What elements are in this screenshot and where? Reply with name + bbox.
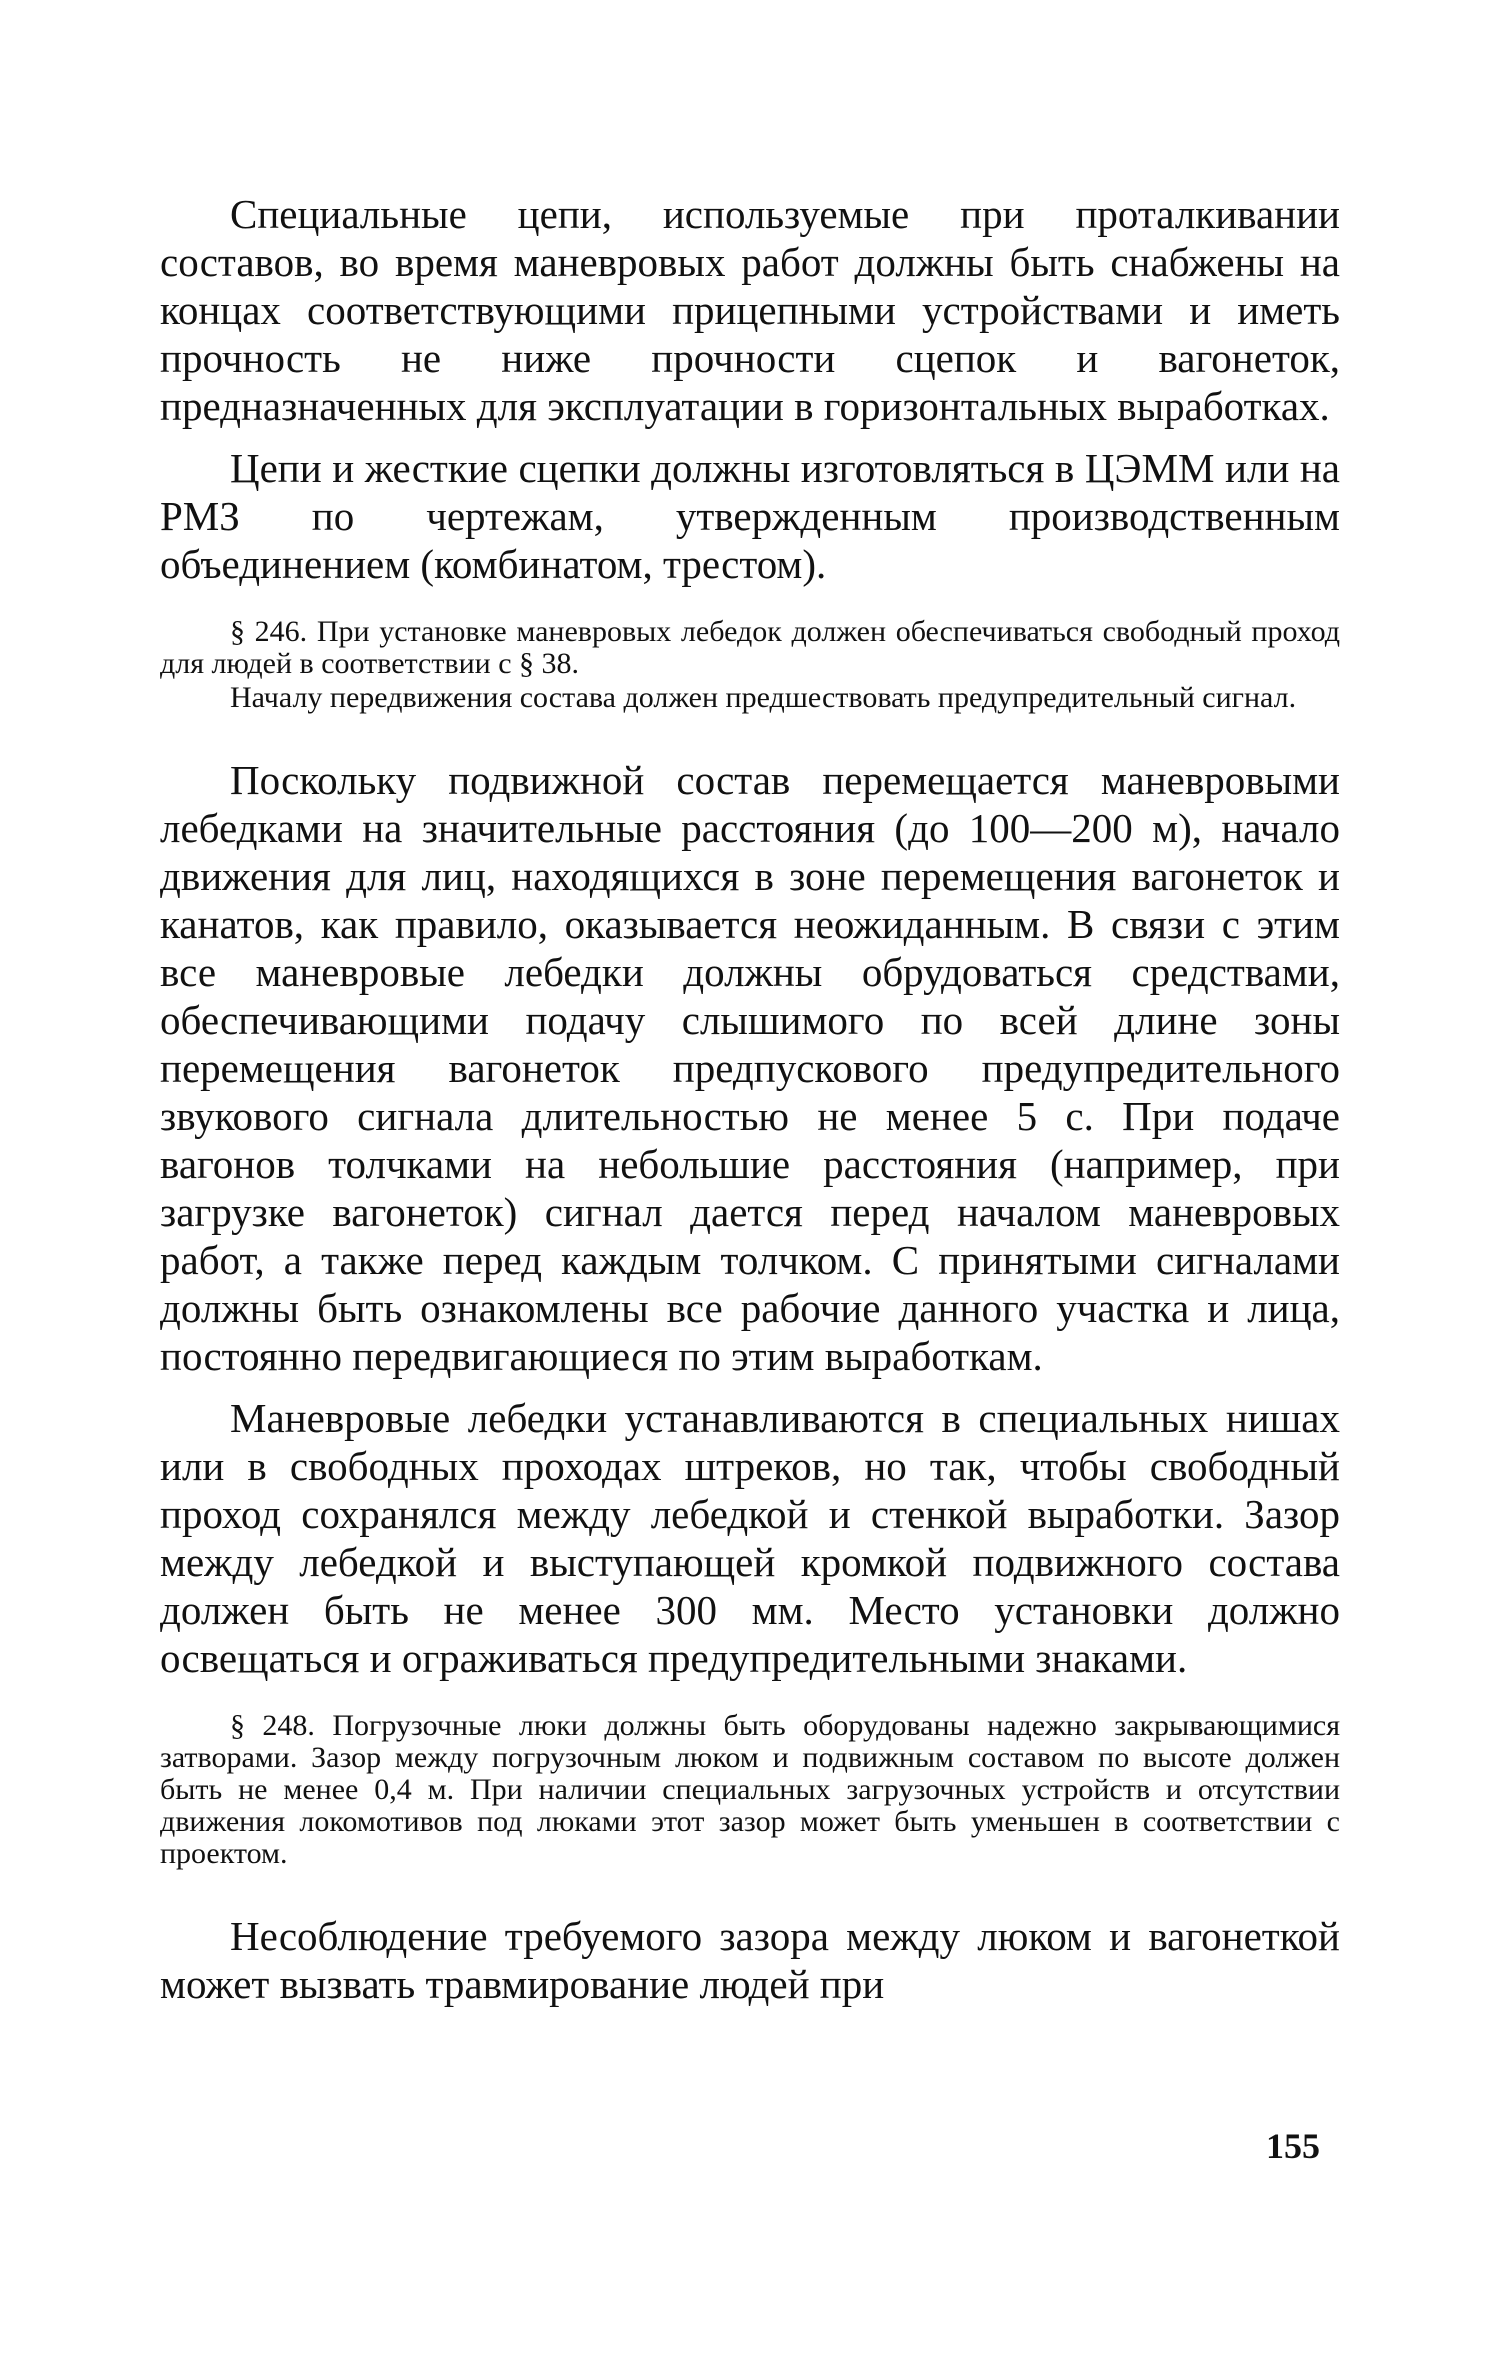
rule-248: § 248. Погрузочные люки должны быть оборудованы надежно закрывающимися затворами. Зазор между погрузочным люком и подвижным составом по высоте должен быть не менее 0,4 м. При наличии специальных загрузочных устройств и отсутствии движения локомотивов под люками этот зазор может быть уменьшен в соответствии с проектом. (160, 1709, 1340, 1870)
rule-248-block (160, 1710, 1340, 1870)
paragraph-gap-injury: Несоблюдение требуемого зазора между люком и вагонеткой может вызвать травмирование людей при (160, 1913, 1340, 2007)
paragraph-chain-manufacture: Цепи и жесткие сцепки должны изготовляться в ЦЭММ или на РМЗ по чертежам, утвержденным производственным объединением (комбинатом, трестом). (160, 445, 1340, 587)
paragraph-winch-signal: Поскольку подвижной состав перемещается маневровыми лебедками на значительные расстояния (до 100—200 м), начало движения для лиц, находящихся в зоне перемещения вагонеток и канатов, как правило, оказывается неожиданным. В связи с этим все маневровые лебедки должны обрудоваться средствами, обеспечивающими подачу слышимого по всей длине зоны перемещения вагонеток предпускового предупредительного звукового сигнала длительностью не менее 5 с. При подаче вагонов толчками на небольшие расстояния (например, при загрузке вагонеток) сигнал дается перед началом маневровых работ, а также перед каждым толчком. С принятыми сигналами должны быть ознакомлены все рабочие данного участка и лица, постоянно передвигающиеся по этим выработкам. (160, 757, 1340, 1379)
rule-246-block (160, 616, 1340, 714)
paragraph-special-chains: Специальные цепи, используемые при проталкивании составов, во время маневровых работ должны быть снабжены на концах соответствующими прицепными устройствами и иметь прочность не ниже прочности сцепок и вагонеток, предназначенных для эксплуатации в горизонтальных выработках. (160, 191, 1340, 429)
book-page (160, 190, 1340, 2270)
paragraph-winch-placement: Маневровые лебедки устанавливаются в специальных нишах или в свободных проходах штреков, но так, чтобы свободный проход сохранялся между лебедкой и стенкой выработки. Зазор между лебедкой и выступающей кромкой подвижного состава должен быть не менее 300 мм. Место установки должно освещаться и ограживаться предупредительными знаками. (160, 1395, 1340, 1681)
page-number: 155 (1266, 2126, 1320, 2166)
rule-246: § 246. При установке маневровых лебедок должен обеспечиваться свободный проход для людей в соответствии с § 38. (160, 615, 1340, 680)
rule-246-signal: Началу передвижения состава должен предшествовать предупредительный сигнал. (230, 681, 1297, 714)
